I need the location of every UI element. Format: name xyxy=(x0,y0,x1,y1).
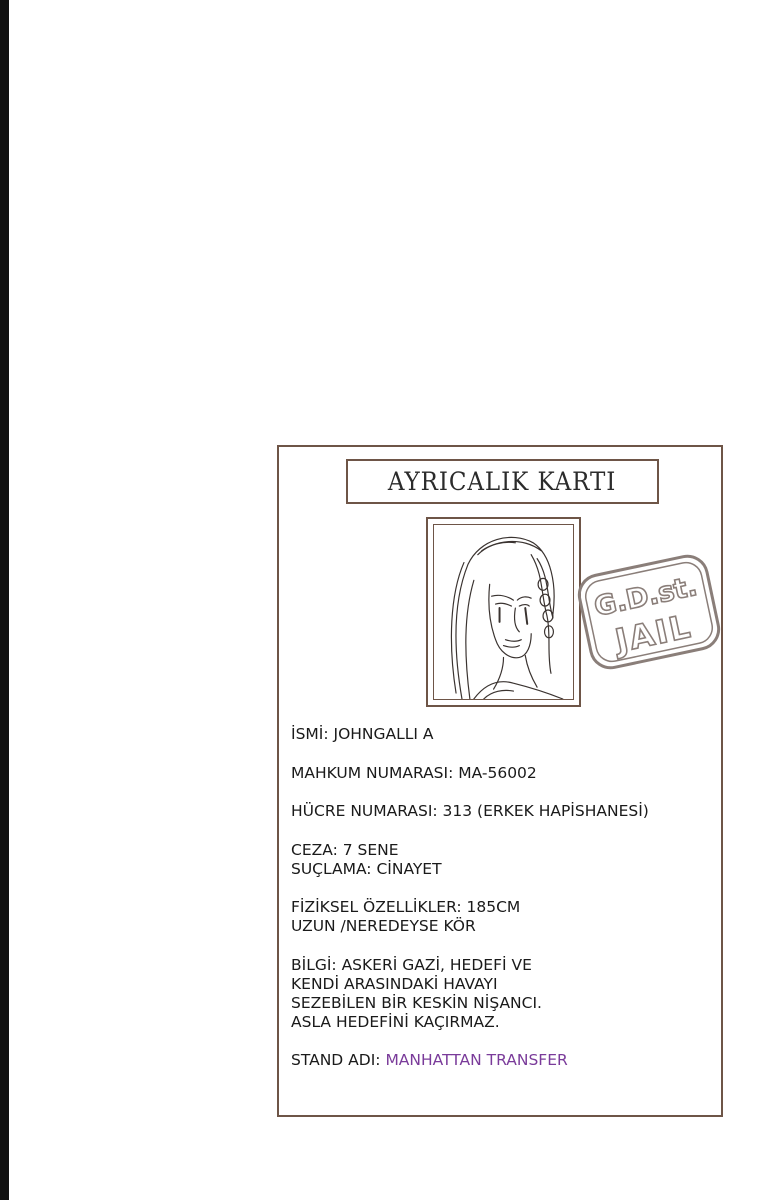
mugshot-frame xyxy=(426,517,581,707)
field-info-2: KENDİ ARASINDAKİ HAVAYI xyxy=(291,974,498,993)
stand-label: STAND ADI: xyxy=(291,1051,386,1069)
field-prisoner-number: MAHKUM NUMARASI: MA-56002 xyxy=(291,763,537,782)
field-info-1: BİLGİ: ASKERİ GAZİ, HEDEFİ VE xyxy=(291,955,532,974)
field-cell-number: HÜCRE NUMARASI: 313 (ERKEK HAPİSHANESİ) xyxy=(291,802,649,820)
card-title: AYRICALIK KARTI xyxy=(388,467,617,496)
field-info-4: ASLA HEDEFİNİ KAÇIRMAZ. xyxy=(291,1012,500,1031)
field-physical-1: FİZİKSEL ÖZELLİKLER: 185CM xyxy=(291,898,521,916)
stamp-text-line2: JAIL xyxy=(611,606,696,661)
page-left-edge xyxy=(0,0,9,1200)
jail-stamp xyxy=(574,547,724,677)
field-charge: SUÇLAMA: CİNAYET xyxy=(291,859,442,878)
field-stand xyxy=(291,1051,716,1070)
field-name: İSMİ: JOHNGALLI A xyxy=(291,725,434,743)
prisoner-info xyxy=(291,725,716,1070)
privilege-card xyxy=(277,445,723,1117)
card-title-box xyxy=(346,459,659,504)
field-physical-2: UZUN /NEREDEYSE KÖR xyxy=(291,917,476,935)
stand-value: MANHATTAN TRANSFER xyxy=(385,1051,568,1069)
stamp-text-line1: G.D.st. xyxy=(591,570,701,623)
field-info-3: SEZEBİLEN BİR KESKİN NİŞANCI. xyxy=(291,993,542,1012)
field-sentence: CEZA: 7 SENE xyxy=(291,840,399,859)
mugshot-portrait xyxy=(433,524,574,700)
